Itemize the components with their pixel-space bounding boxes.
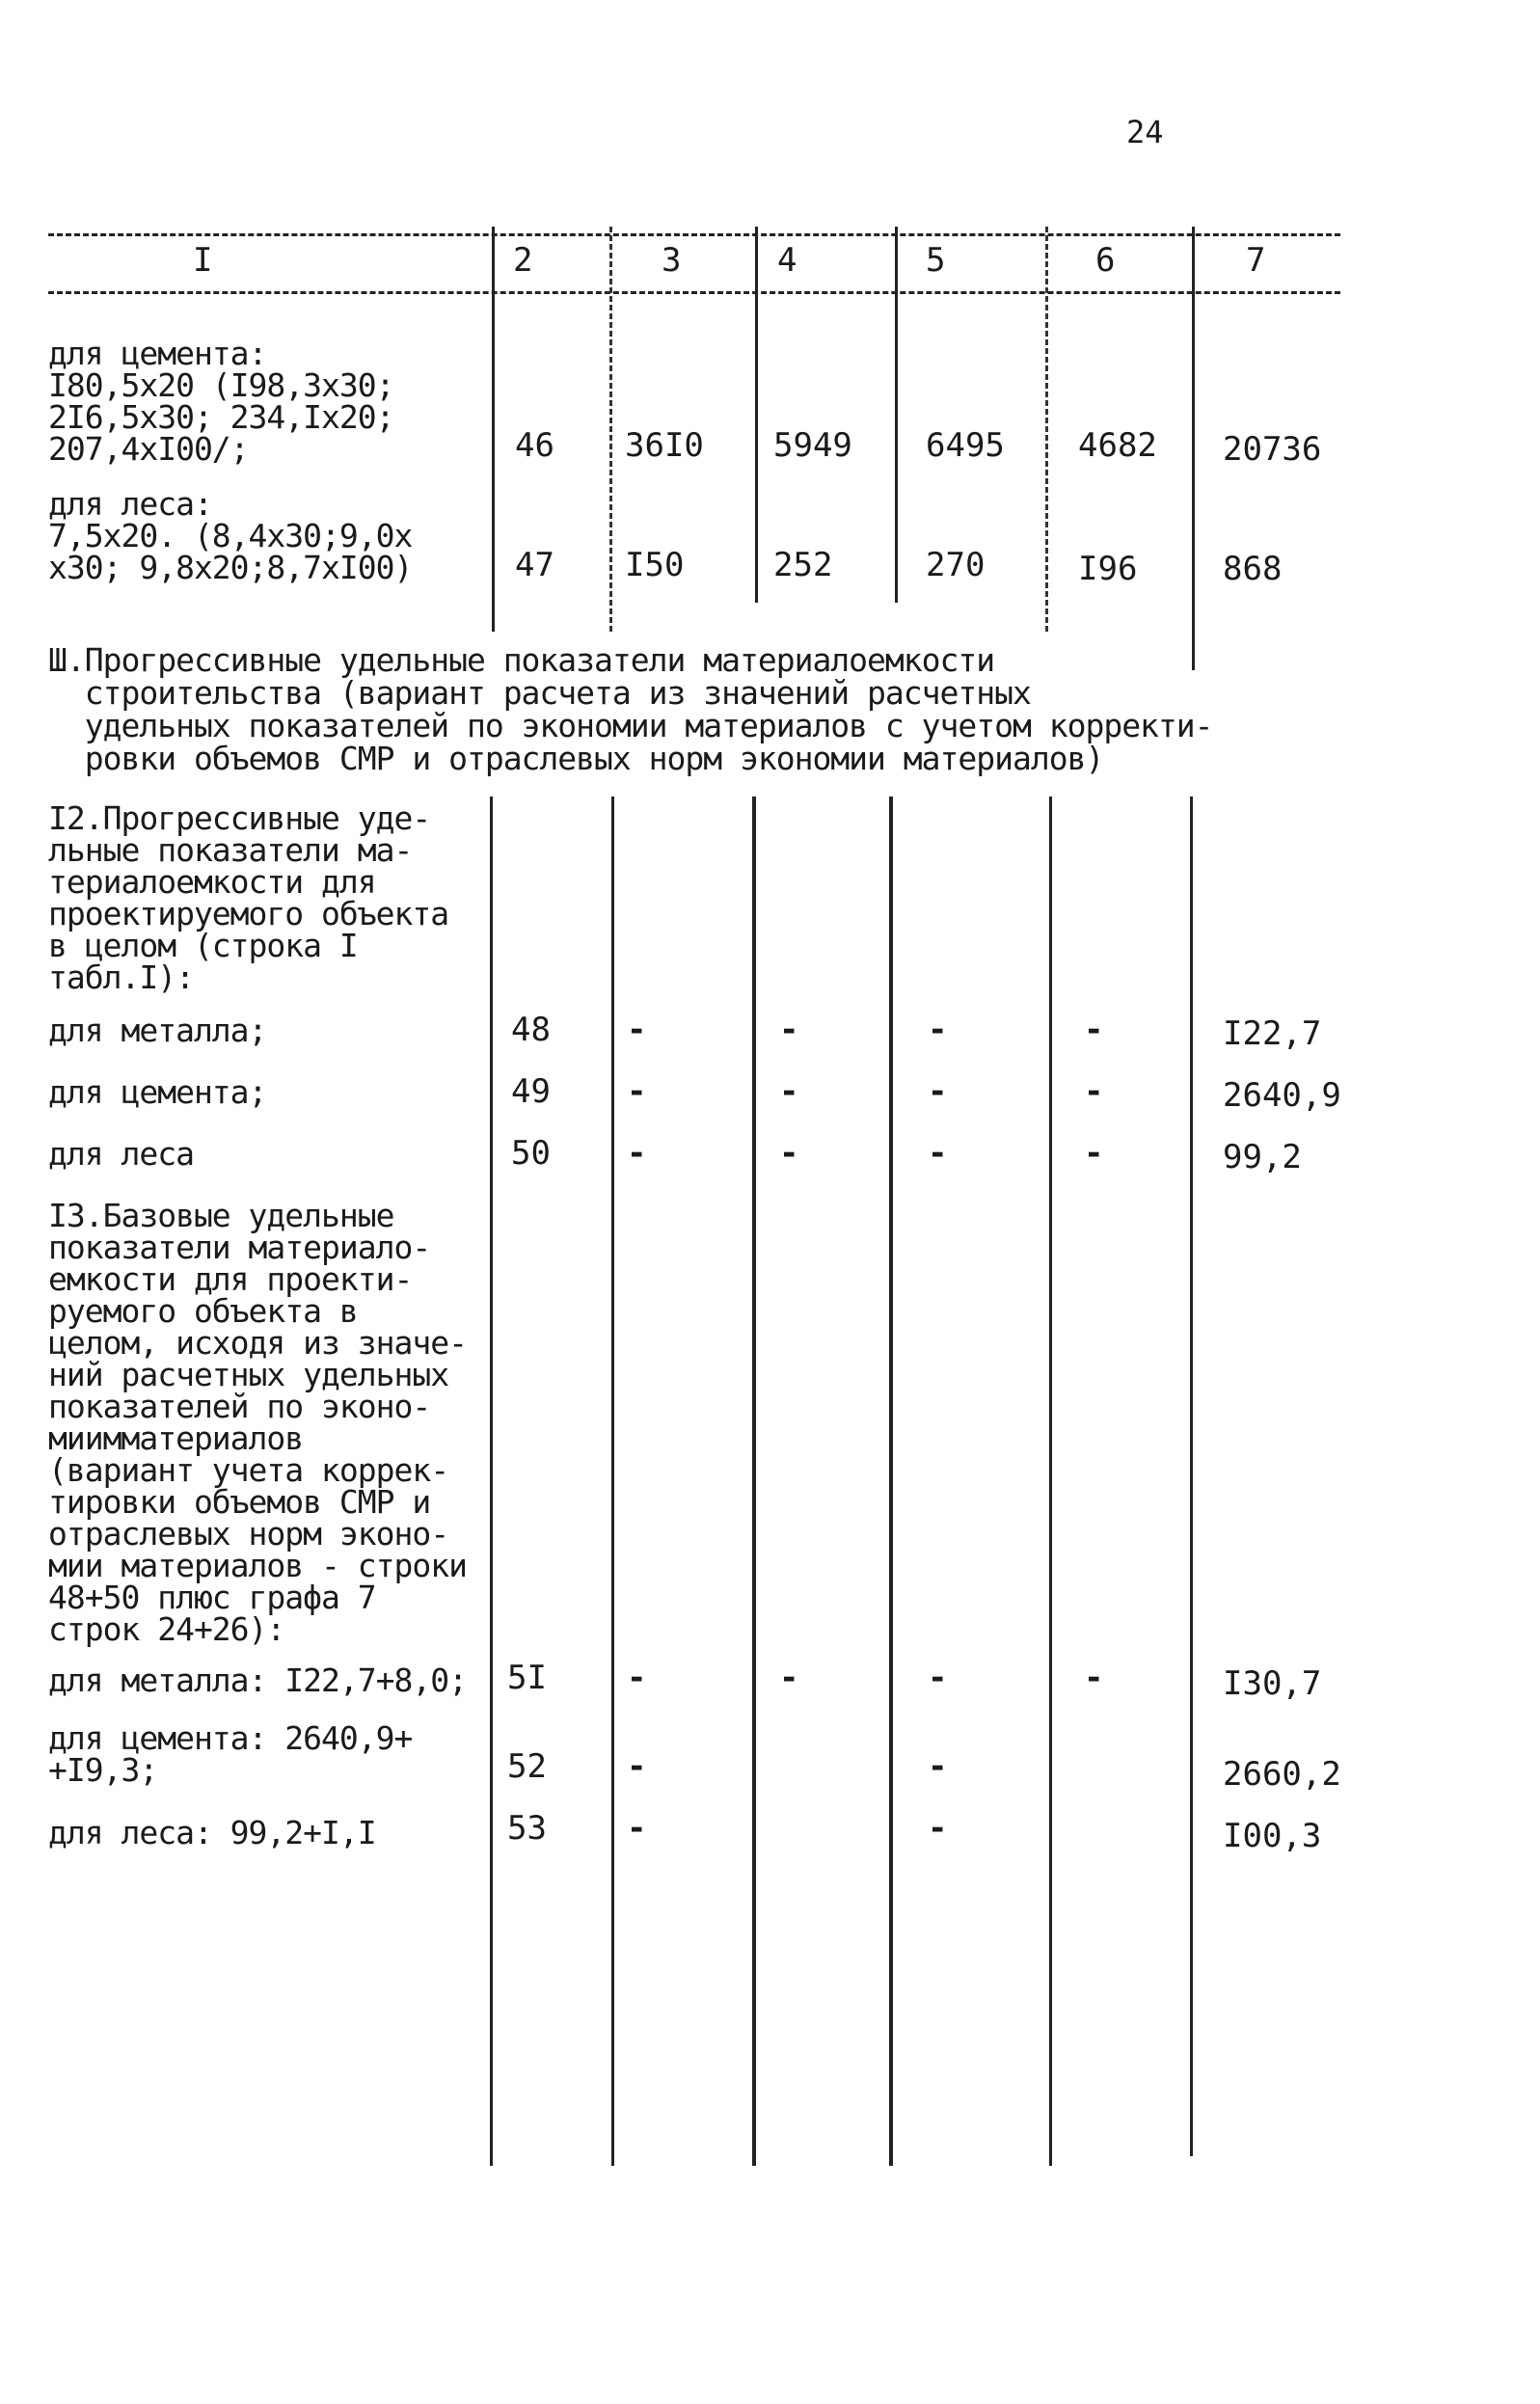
row-46-label: для цемента: I80,5х20 (I98,3х30; 2I6,5х30; 234,Iх20; 207,4хI00/;	[48, 335, 394, 468]
col-separator-1	[492, 227, 495, 632]
row-52-number: 52	[507, 1747, 547, 1786]
row-46-col7: 20736	[1223, 430, 1322, 469]
row-46-number: 46	[515, 426, 554, 465]
row-47-number: 47	[515, 546, 554, 584]
row-48-dash-col3: -	[627, 1011, 647, 1049]
row-48-label: для металла;	[48, 1012, 267, 1049]
row-50-dash-col4: -	[779, 1134, 799, 1173]
row-53-label: для леса: 99,2+I,I	[48, 1814, 376, 1851]
section-heading: Ш.Прогрессивные удельные показатели материалоемкости строительства (вариант расчета из значений расчетных удельных показателей по экономии материалов с учетом корректи- ровки объемов СМР и отраслевых норм экономии материалов)	[48, 641, 1213, 777]
row-51-dash-col6: -	[1084, 1659, 1104, 1697]
row-50-dash-col5: -	[928, 1134, 948, 1173]
row-49-dash-col3: -	[627, 1072, 647, 1111]
header-col-1: I	[193, 241, 213, 280]
row-50-number: 50	[511, 1134, 551, 1173]
row-53-dash-col5: -	[928, 1809, 948, 1848]
row-48-dash-col5: -	[928, 1011, 948, 1049]
col-separator-3	[755, 227, 758, 603]
row-51-dash-col5: -	[928, 1659, 948, 1697]
header-bottom-rule	[48, 291, 1340, 294]
header-col-5: 5	[926, 241, 946, 280]
row-46-col3: 36I0	[625, 426, 704, 465]
row-46-col4: 5949	[773, 426, 852, 465]
lower-col-separator-3	[752, 797, 756, 2166]
row-48-dash-col4: -	[779, 1011, 799, 1049]
row-49-number: 49	[511, 1072, 551, 1111]
row-50-dash-col3: -	[627, 1134, 647, 1173]
row-48-number: 48	[511, 1011, 551, 1049]
row-49-dash-col4: -	[779, 1072, 799, 1111]
col-separator-6	[1192, 227, 1195, 670]
row-53-col7: I00,3	[1223, 1817, 1322, 1855]
row-47-label: для леса: 7,5х20. (8,4х30;9,0х х30; 9,8х20;8,7хI00)	[48, 485, 413, 586]
row-49-col7: 2640,9	[1223, 1076, 1341, 1115]
row-48-col7: I22,7	[1223, 1014, 1322, 1053]
row-52-label: для цемента: 2640,9+ +I9,3;	[48, 1719, 413, 1789]
row-51-dash-col3: -	[627, 1659, 647, 1697]
row-48-dash-col6: -	[1084, 1011, 1104, 1049]
row-52-dash-col5: -	[928, 1747, 948, 1786]
header-col-6: 6	[1095, 241, 1116, 280]
item-13-label: I3.Базовые удельные показатели материало- емкости для проекти- руемого объекта в целом, исходя из значе- ний расчетных удельных показателей по эконо- миимматериалов (вариант учета коррек- тировки объемов СМР и отраслевых норм эконо- мии материалов - строки 48+50 плюс графа 7 строк 24+26):	[48, 1197, 467, 1648]
row-51-col7: I30,7	[1223, 1664, 1322, 1703]
lower-col-separator-6	[1190, 797, 1193, 2156]
row-47-col4: 252	[773, 546, 833, 584]
page-number: 24	[1126, 114, 1164, 150]
row-53-dash-col3: -	[627, 1809, 647, 1848]
header-col-3: 3	[662, 241, 682, 280]
item-12-label: I2.Прогрессивные уде- льные показатели ма- териалоемкости для проектируемого объекта в целом (строка I табл.I):	[48, 799, 449, 996]
row-49-label: для цемента;	[48, 1073, 267, 1111]
row-46-col6: 4682	[1078, 426, 1157, 465]
row-52-col7: 2660,2	[1223, 1755, 1341, 1794]
row-51-label: для металла: I22,7+8,0;	[48, 1661, 467, 1699]
row-53-number: 53	[507, 1809, 547, 1848]
row-47-col5: 270	[926, 546, 986, 584]
header-col-4: 4	[777, 241, 797, 280]
row-47-col7: 868	[1223, 550, 1283, 588]
row-51-dash-col4: -	[779, 1659, 799, 1697]
col-separator-2	[609, 227, 612, 632]
row-49-dash-col5: -	[928, 1072, 948, 1111]
lower-col-separator-5	[1049, 797, 1052, 2166]
lower-col-separator-2	[611, 797, 614, 2166]
row-49-dash-col6: -	[1084, 1072, 1104, 1111]
header-top-rule	[48, 233, 1340, 236]
header-col-2: 2	[513, 241, 533, 280]
row-47-col6: I96	[1078, 550, 1138, 588]
row-50-col7: 99,2	[1223, 1138, 1302, 1176]
col-separator-4	[895, 227, 898, 603]
row-50-dash-col6: -	[1084, 1134, 1104, 1173]
col-separator-5	[1045, 227, 1048, 632]
row-50-label: для леса	[48, 1135, 194, 1173]
row-52-dash-col3: -	[627, 1747, 647, 1786]
row-51-number: 5I	[507, 1659, 547, 1697]
lower-col-separator-1	[490, 797, 493, 2166]
row-47-col3: I50	[625, 546, 685, 584]
lower-col-separator-4	[889, 797, 893, 2166]
row-46-col5: 6495	[926, 426, 1005, 465]
header-col-7: 7	[1246, 241, 1266, 280]
